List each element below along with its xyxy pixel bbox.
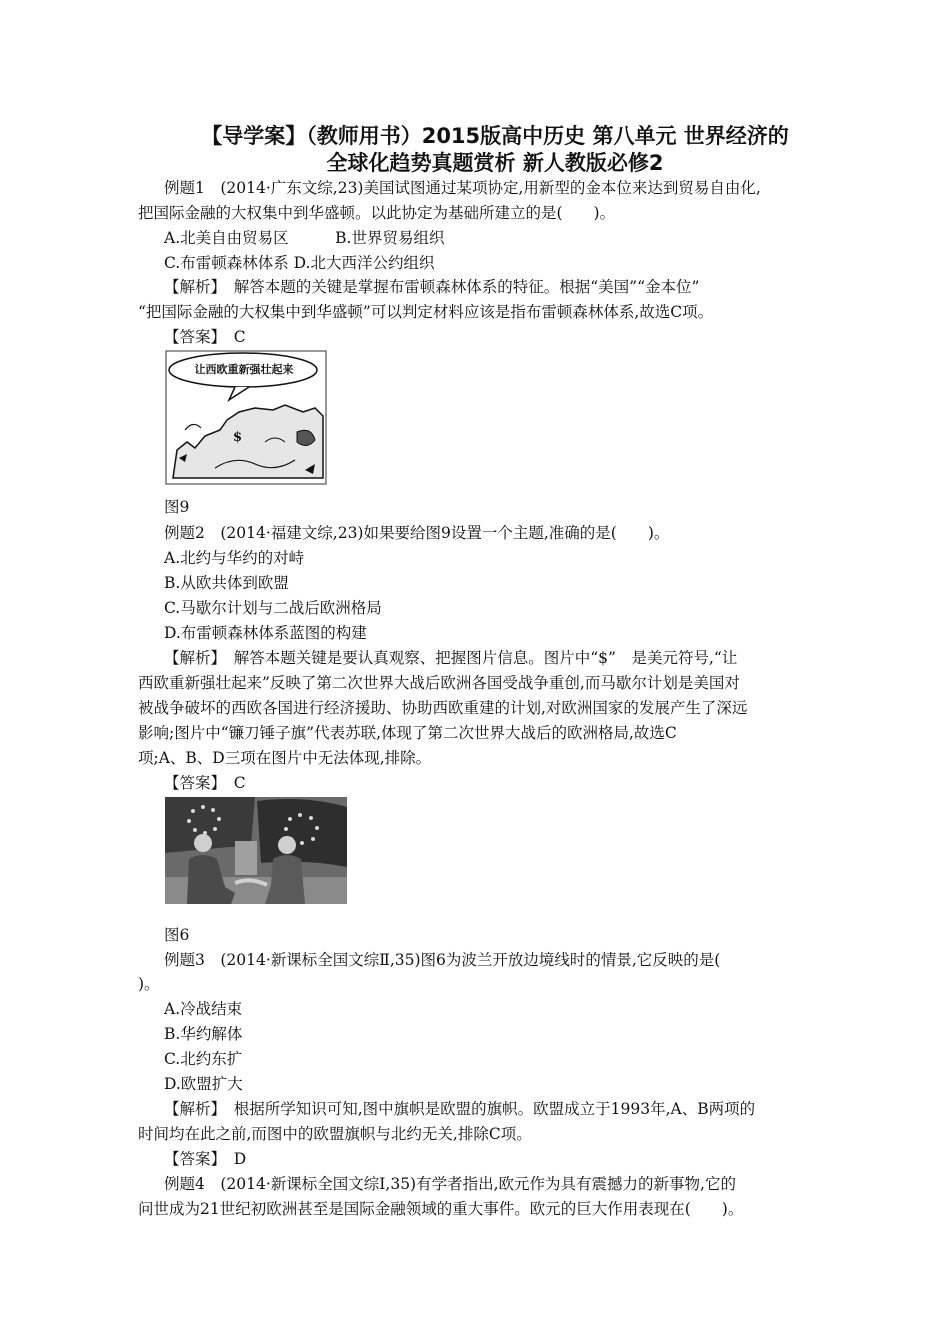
- cartoon-bubble-text: 让西欧重新强壮起来: [194, 363, 294, 376]
- q1-options-cd: C.布雷顿森林体系 D.北大西洋公约组织: [164, 254, 435, 272]
- q4-stem-line-1: 例题4 (2014·新课标全国文综Ⅰ,35)有学者指出,欧元作为具有震撼力的新事物,它的: [164, 1175, 736, 1193]
- q4-stem-line-2: 问世成为21世纪初欧洲甚至是国际金融领域的重大事件。欧元的巨大作用表现在( )。: [138, 1200, 744, 1218]
- q2-option-c: C.马歇尔计划与二战后欧洲格局: [164, 599, 382, 617]
- q3-option-a: A.冷战结束: [164, 1000, 243, 1018]
- q1-stem-line-2: 把国际金融的大权集中到华盛顿。以此协定为基础所建立的是( )。: [138, 204, 616, 222]
- q3-option-b: B.华约解体: [164, 1025, 243, 1043]
- q3-option-d: D.欧盟扩大: [164, 1075, 243, 1093]
- document-title: [120, 123, 870, 177]
- q1-options-ab: A.北美自由贸易区 B.世界贸易组织: [164, 229, 445, 247]
- q3-analysis-line-1: 【解析】 根据所学知识可知,图中旗帜是欧盟的旗帜。欧盟成立于1993年,A、B两项的: [164, 1100, 756, 1118]
- q3-option-c: C.北约东扩: [164, 1050, 243, 1068]
- title-line-2: 全球化趋势真题赏析 新人教版必修2: [326, 151, 664, 175]
- figure-6-caption: 图6: [164, 926, 190, 944]
- q2-answer: 【答案】 C: [164, 774, 246, 792]
- figure-6-photo: [165, 797, 347, 904]
- q3-stem-line-2: )。: [138, 975, 160, 993]
- q3-stem-line-1: 例题3 (2014·新课标全国文综Ⅱ,35)图6为波兰开放边境线时的情景,它反映的是(: [164, 951, 721, 969]
- q2-option-b: B.从欧共体到欧盟: [164, 574, 289, 592]
- dollar-symbol: $: [233, 430, 243, 445]
- q3-analysis-line-2: 时间均在此之前,而图中的欧盟旗帜与北约无关,排除C项。: [138, 1125, 532, 1143]
- q2-analysis-line-5: 项;A、B、D三项在图片中无法体现,排除。: [138, 749, 432, 767]
- q1-stem-line-1: 例题1 (2014·广东文综,23)美国试图通过某项协定,用新型的金本位来达到贸易自由化,: [164, 179, 761, 197]
- q2-analysis-line-1: 【解析】 解答本题关键是要认真观察、把握图片信息。图片中“$” 是美元符号,“让: [164, 649, 738, 667]
- q2-stem: 例题2 (2014·福建文综,23)如果要给图9设置一个主题,准确的是( )。: [164, 524, 670, 542]
- q2-analysis-line-4: 影响;图片中“镰刀锤子旗”代表苏联,体现了第二次世界大战后的欧洲格局,故选C: [138, 724, 677, 742]
- figure-9-caption: 图9: [164, 498, 190, 516]
- q2-option-a: A.北约与华约的对峙: [164, 549, 305, 567]
- q1-answer: 【答案】 C: [164, 328, 246, 346]
- eu-flag-photo-image: [165, 797, 347, 904]
- figure-9-cartoon: [165, 350, 327, 485]
- title-line-1: 【导学案】（教师用书）2015版高中历史 第八单元 世界经济的: [201, 124, 789, 148]
- q2-option-d: D.布雷顿森林体系蓝图的构建: [164, 624, 367, 642]
- q3-answer: 【答案】 D: [164, 1150, 247, 1168]
- q2-analysis-line-3: 被战争破坏的西欧各国进行经济援助、协助西欧重建的计划,对欧洲国家的发展产生了深远: [138, 699, 748, 717]
- q1-analysis-line-1: 【解析】 解答本题的关键是掌握布雷顿森林体系的特征。根据“美国”“金本位”: [164, 278, 700, 296]
- q1-analysis-line-2: “把国际金融的大权集中到华盛顿”可以判定材料应该是指布雷顿森林体系,故选C项。: [138, 303, 714, 321]
- q2-analysis-line-2: 西欧重新强壮起来”反映了第二次世界大战后欧洲各国受战争重创,而马歇尔计划是美国对: [138, 674, 740, 692]
